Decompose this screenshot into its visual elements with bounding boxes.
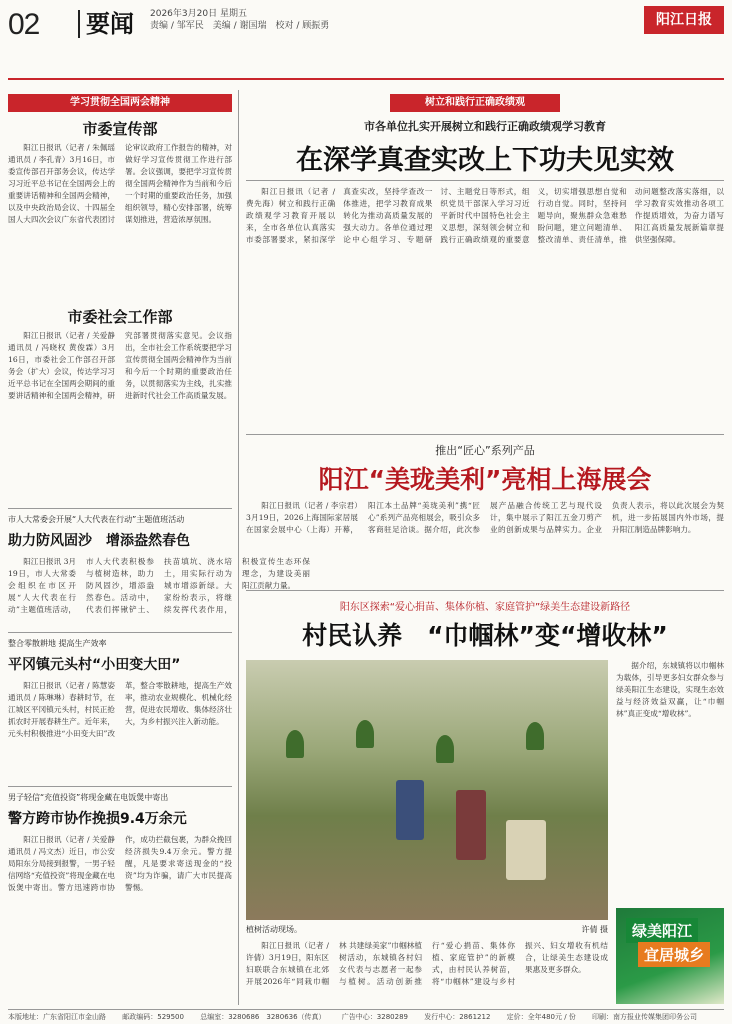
person-figure [506,820,546,880]
story5-kicker: 男子轻信“充值投资”将现金藏在电饭煲中寄出 [8,793,169,802]
newspaper-logo: 阳江日报 [644,6,724,34]
green-yangjiang-ad [616,908,724,1004]
story4-title: 平冈镇元头村“小田变大田” [8,657,181,673]
person-figure [456,790,486,860]
top-story-body: 阳江日报讯（记者 / 费先海）树立和践行正确政绩观学习教育开展以来，全市各单位认真落实市委部署要求，紧扣深学真查实改，坚持学查改一体推进，把学习教育成果转化为推动高质量发展的强大动力。各单位通过理论中心组学习、专题研讨、主题党日等形式，组织党员干部深入学习习近平新时代中国特色社会主义思想，深刻领会树立和践行正确政绩观的重要意义，切实增强思想自觉和行动自觉。同时，坚持问题导向，聚焦群众急难愁盼问题，建立问题清单、整改清单、责任清单，推动问题整改落实落细，以学习教育实效推动各项工作提质增效，为奋力谱写阳江高质量发展新篇章提供坚强保障。 [246,187,724,244]
tree-planting-photo [246,660,608,920]
ad-title: 绿美阳江 [626,918,698,943]
footer-ad-phone: 广告中心：3280289 [341,1013,408,1021]
person-figure [396,780,424,840]
lower-kicker: 阳东区探索“爱心捐苗、集体你植、家庭管护”绿美生态建设新路径 [339,602,631,613]
editor-line: 责编 / 邹军民 美编 / 谢国瑞 校对 / 顾振勇 [150,21,330,31]
mid-kicker: 推出“匠心”系列产品 [435,444,535,457]
left-divider-3 [8,786,232,787]
tree-shape [436,735,454,763]
story4-kicker: 整合零散耕地 提高生产效率 [8,639,107,648]
left-banner: 学习贯彻全国两会精神 [8,94,232,112]
footer-address: 本版地址：广东省阳江市金山路 [8,1013,106,1021]
footer-postcode: 邮政编码：529500 [122,1013,184,1021]
mid-story-body: 阳江日报讯（记者 / 李宗君）3月19日，2026上海国际家居展在国家会展中心（上海）开幕，阳江本土品牌“美珑美利”携“匠心”系列产品亮相展会，吸引众多客商驻足洽谈。据介绍，此次参展产品融合传统工艺与现代设计，集中展示了阳江五金刀剪产业的创新成果与品牌实力。企业负责人表示，将以此次展会为契机，进一步拓展国内外市场，提升阳江制造品牌影响力。 [246,501,724,534]
story4-body: 阳江日报讯（记者 / 陈慧姿 通讯员 / 陈琳琳）春耕时节，在江城区平冈镇元头村，村民正抢抓农时开展春耕生产。近年来，元头村积极推进“小田变大田”改革，整合零散耕地，提高生产效率，推动农业规模化、机械化经营，促进农民增收、集体经济壮大，为乡村振兴注入新动能。 [8,681,232,738]
lower-right-column: 据介绍，东城镇将以巾帼林为载体，引导更多妇女群众参与绿美阳江生态建设，实现生态效益与经济效益双赢，让“巾帼林”真正变成“增收林”。 [616,661,724,718]
mid-headline: 阳江“美珑美利”亮相上海展会 [318,465,652,494]
story3-body: 阳江日报讯 3月19日，市人大常委会组织在市区开展“人大代表在行动”主题值班活动，市人大代表积极参与植树造林，助力防风固沙，增添盎然春色。活动中，代表们挥锹铲土、扶苗填坑、浇水培土，用实际行动为城市增添新绿。大家纷纷表示，将继续发挥代表作用，积极宣传生态环保理念，为建设美丽阳江贡献力量。 [8,557,310,614]
lower-headline: 村民认养 “巾帼林”变“增收林” [302,621,668,650]
footer-printer: 印刷：南方报业传媒集团印务公司 [592,1013,698,1021]
story5-title: 警方跨市协作挽损9.4万余元 [8,811,187,827]
story3-kicker: 市人大常委会开展“人大代表在行动”主题值班活动 [8,515,185,524]
top-kicker: 市各单位扎实开展树立和践行正确政绩观学习教育 [364,120,606,133]
page-footer [8,1009,724,1021]
top-headline: 在深学真查实改上下功夫见实效 [296,145,674,176]
column-divider [238,90,239,1005]
footer-editorial-phone: 总编室：3280686 3280636（传真） [200,1013,326,1021]
mid-story-bottom-rule [246,590,724,591]
caption-text: 植树活动现场。 [246,925,302,934]
section-name: 要闻 [78,10,134,38]
photo-credit: 许倩 摄 [581,925,608,934]
tree-shape [286,730,304,758]
date-line: 2026年3月20日 星期五 [150,9,247,19]
story1-title: 市委宣传部 [82,120,158,138]
lower-story-body: 阳江日报讯（记者 / 许倩）3月19日，阳东区妇联联合东城镇在北郊开展2026年“同栽巾帼林 共建绿美家”巾帼林植树活动，东城镇各村妇女代表与志愿者一起参与植树。活动创新推行“爱心捐苗、集体你植、家庭管护”的新模式，由村民认养树苗，将“巾帼林”建设与乡村振兴、妇女增收有机结合，让绿美生态建设成果惠及更多群众。 [246,941,608,986]
left-divider-2 [8,632,232,633]
story3-title: 助力防风固沙 增添盎然春色 [8,533,190,549]
top-headline-rule [246,180,724,181]
photo-caption [246,924,608,936]
top-story-bottom-rule [246,434,724,435]
ad-subtitle: 宜居城乡 [638,942,710,967]
story5-body: 阳江日报讯（记者 / 关爱静 通讯员 / 冯文杰）近日，市公安局阳东分局接到报警，一男子轻信网络“充值投资”将现金藏在电饭煲中寄出。警方迅速跨市协作，成功拦截包裹，为群众挽回经济损失9.4万余元。警方提醒，凡是要求寄送现金的“投资”均为诈骗，请广大市民提高警惕。 [8,835,232,892]
page-meta [150,8,329,32]
top-banner: 树立和践行正确政绩观 [390,94,560,112]
footer-distribution-phone: 发行中心：2861212 [424,1013,491,1021]
header-rule [8,78,724,80]
story1-body: 阳江日报讯（记者 / 朱佩瑶 通讯员 / 李孔青）3月16日，市委宣传部召开部务会议，传达学习习近平总书记在全国两会上的重要讲话精神和全国两会精神，以及中央政治局会议、十四届全国人大四次会议广东省代表团讨论审议政府工作报告的精神，对做好学习宣传贯彻工作进行部署。会议强调，要把学习宣传贯彻全国两会精神作为当前和今后一个时期的重要政治任务，加强组织领导，精心安排部署，统筹谋划推进，营造浓厚氛围。 [8,143,232,224]
story2-title: 市委社会工作部 [67,308,173,326]
footer-price: 定价：全年480元 / 份 [506,1013,576,1021]
page-number: 02 [8,8,40,41]
story2-body: 阳江日报讯（记者 / 关爱静 通讯员 / 冯晓权 黄俊霖）3月16日，市委社会工作部召开部务会（扩大）会议，传达学习习近平总书记在全国两会期间的重要讲话精神和全国两会精神，研究部署贯彻落实意见。会议指出，全市社会工作系统要把学习宣传贯彻全国两会精神作为当前和今后一个时期的重要政治任务，以贯彻落实为主线，扎实推进新时代社会工作高质量发展。 [8,331,232,400]
tree-shape [356,720,374,748]
masthead [0,0,732,82]
left-divider-1 [8,508,232,509]
tree-shape [526,722,544,750]
